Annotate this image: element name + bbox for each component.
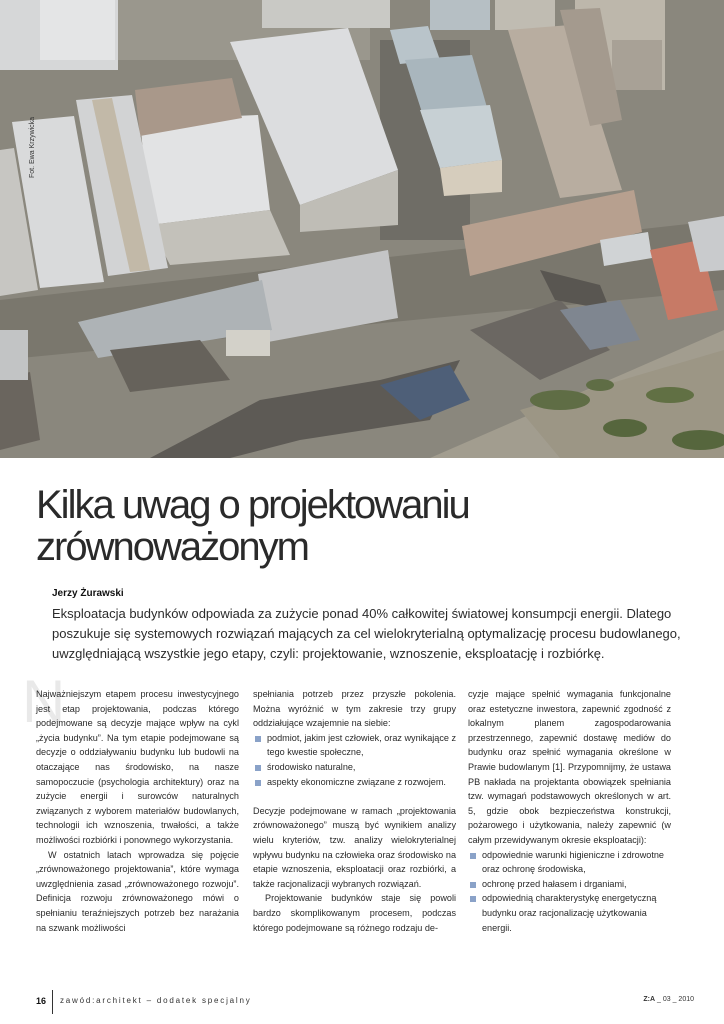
drop-cap: N (22, 668, 66, 735)
paragraph: Decyzje podejmowane w ramach „projektowania zrównoważonego” muszą być wynikiem analizy wielu kryteriów, tzw. analizy wielokryterialnej wpływu budynku na człowieka oraz środowisko na etapie wznoszenia, eksploatacji oraz rozbiórki, a także racjonalizacji wybranych rozwiązań. (253, 805, 456, 889)
footer-divider (52, 990, 53, 1014)
title-line-2: zrównoważonym (36, 525, 308, 569)
issue-brand: Z:A (643, 996, 656, 1003)
author-name: Jerzy Żurawski (52, 588, 124, 599)
list-item: ochronę przed hałasem i drganiami, (468, 877, 671, 892)
paragraph: cyzje mające spełnić wymagania funkcjonalne oraz estetyczne inwestora, zapewnić zgodność z lokalnym planem zagospodarowania przestrzennego, zapewnić dostawę mediów do budynku oraz spełnić wymagania określone w Prawie budowlanym [1]. Przypomnijmy, że ustawa PB nakłada na projektanta obowiązek spełniania tzw. wymagań podstawowych określonych w art. 5, gdzie obok bezpieczeństwa konstrukcji, pożarowego i użytkowania, należy zapewnić (w całym przewidywanym okresie eksploatacji): (468, 689, 671, 845)
page-number: 16 (36, 996, 47, 1006)
list-item: odpowiednie warunki higieniczne i zdrowotne oraz ochronę środowiska, (468, 848, 671, 877)
article-title (36, 484, 696, 568)
list-item: aspekty ekonomiczne związane z rozwojem. (253, 775, 456, 790)
aerial-photo (0, 0, 724, 458)
list-item: środowisko naturalne, (253, 760, 456, 775)
list-item: podmiot, jakim jest człowiek, oraz wynikające z tego kwestie społeczne, (253, 731, 456, 760)
list-item: odpowiednią charakterystykę energetyczną budynku oraz racjonalizację użytkowania energii. (468, 891, 671, 935)
paragraph: Najważniejszym etapem procesu inwestycyjnego jest etap projektowania, podczas którego podejmowane są decyzje mające wpływ na cykl „życia budynku”. Na tym etapie podejmowane są decyzje o oddziaływaniu budynku lub budowli na otaczające nas środowisko, na nasze samopoczucie (psychologia architektury) oraz na zużycie energii i surowców naturalnych związanych z wyborem materiałów budowlanych, technologii ich wznoszenia, trwałości, a także możliwości rozbiórki i ponownego wykorzystania. (36, 689, 239, 845)
text-column-1 (36, 687, 239, 935)
paragraph: W ostatnich latach wprowadza się pojęcie „zrównoważonego projektowania”, które wymaga uwzględnienia zasad „zrównoważonego rozwoju”. Definicja rozwoju zrównoważonego mówi o spełnianiu teraźniejszych potrzeb bez narażania na szwank możliwości (36, 849, 239, 933)
photo-credit: Fot. Ewa Krzywicka (29, 116, 36, 178)
paragraph: spełniania potrzeb przez przyszłe pokolenia. Można wyróżnić w tym zakresie trzy grupy oddziałujące wzajemnie na siebie: (253, 689, 456, 729)
paragraph: Projektowanie budynków staje się powoli bardzo skomplikowanym procesem, podczas którego podejmowane są różnego rodzaju de- (253, 893, 456, 933)
issue-number: _ 03 _ 2010 (657, 996, 694, 1003)
bullet-list (253, 731, 456, 789)
issue-info (643, 996, 694, 1003)
bullet-list (468, 848, 671, 936)
page-footer (0, 990, 724, 1024)
article-lead: Eksploatacja budynków odpowiada za zużycie ponad 40% całkowitej światowej konsumpcji energii. Dlatego poszukuje się systemowych rozwiązań mających za cel wielokryterialną optymalizację procesu budowlanego, uwzględniającą wszystkie jego etapy, czyli: projektowanie, wznoszenie, eksploatację i rozbiórkę. (52, 606, 681, 661)
title-line-1: Kilka uwag o projektowaniu (36, 483, 469, 527)
magazine-name: zawód:architekt – dodatek specjalny (60, 996, 252, 1005)
text-column-3 (468, 687, 671, 935)
text-column-2 (253, 687, 456, 935)
